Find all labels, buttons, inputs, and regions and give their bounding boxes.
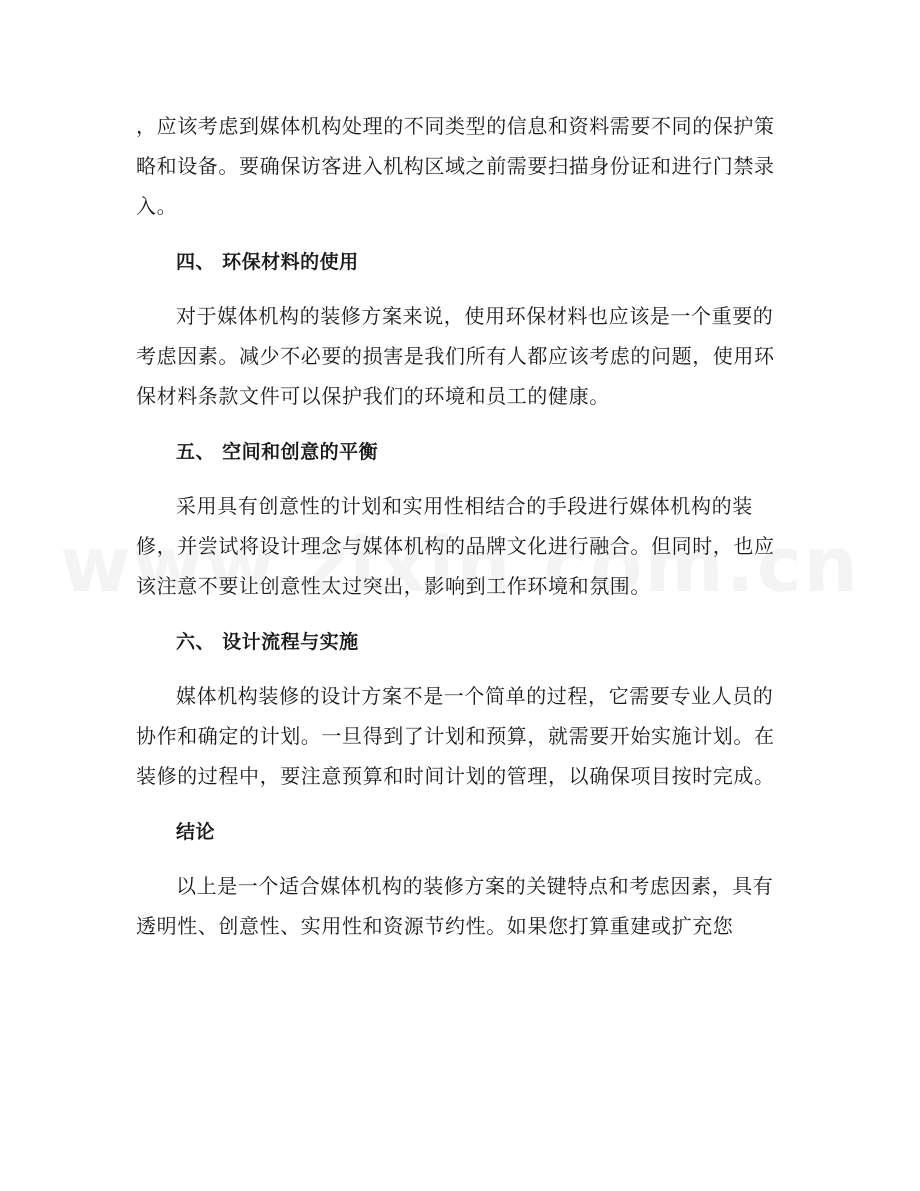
heading-design-process: 六、 设计流程与实施 <box>176 631 359 653</box>
paragraph-security-continued: ，应该考虑到媒体机构处理的不同类型的信息和资料需要不同的保护策略和设备。要确保访客进入机构区域之前需要扫描身份证和进行门禁录入。 <box>136 114 775 218</box>
heading-space-creativity: 五、 空间和创意的平衡 <box>176 441 379 463</box>
paragraph-design-process: 媒体机构装修的设计方案不是一个简单的过程，它需要专业人员的协作和确定的计划。一旦得到了计划和预算，就需要开始实施计划。在装修的过程中，要注意预算和时间计划的管理，以确保项目按时完成。 <box>136 684 775 788</box>
heading-eco-materials: 四、 环保材料的使用 <box>176 251 359 273</box>
paragraph-space-creativity: 采用具有创意性的计划和实用性相结合的手段进行媒体机构的装修，并尝试将设计理念与媒体机构的品牌文化进行融合。但同时，也应该注意不要让创意性太过突出，影响到工作环境和氛围。 <box>136 494 775 598</box>
paragraph-conclusion: 以上是一个适合媒体机构的装修方案的关键特点和考虑因素，具有透明性、创意性、实用性和资源节约性。如果您打算重建或扩充您 <box>136 874 774 938</box>
paragraph-eco-materials: 对于媒体机构的装修方案来说，使用环保材料也应该是一个重要的考虑因素。减少不必要的损害是我们所有人都应该考虑的问题，使用环保材料条款文件可以保护我们的环境和员工的健康。 <box>136 304 775 408</box>
document-body <box>136 106 776 946</box>
heading-conclusion: 结论 <box>176 821 216 843</box>
